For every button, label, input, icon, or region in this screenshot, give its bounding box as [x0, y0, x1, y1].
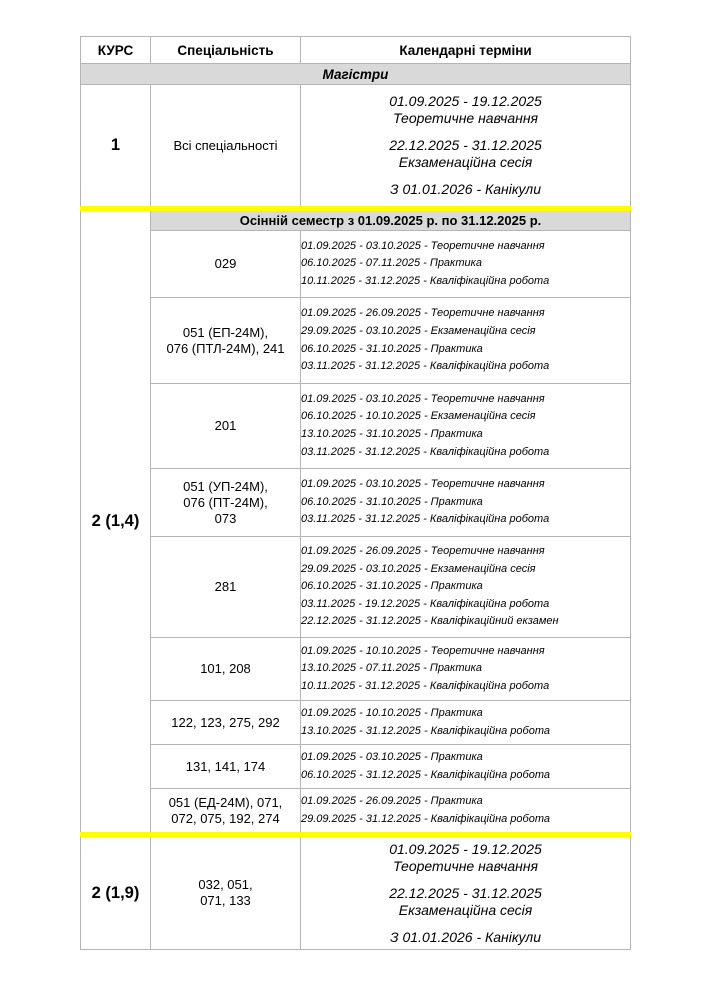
schedule-terms	[301, 469, 631, 537]
specialty-group-row	[81, 789, 631, 835]
specialty-line: 051 (УП-24М),	[183, 478, 268, 494]
schedule-line: 01.09.2025 - 03.10.2025 - Теоретичне навчання	[301, 478, 545, 491]
header-course: КУРС	[81, 37, 151, 64]
term-holidays: З 01.01.2026 - Канікули	[390, 181, 541, 197]
schedule-line: 13.10.2025 - 07.11.2025 - Практика	[301, 662, 482, 675]
schedule-line: 03.11.2025 - 31.12.2025 - Кваліфікаційна робота	[301, 360, 550, 373]
schedule-line: 06.10.2025 - 07.11.2025 - Практика	[301, 257, 482, 270]
term-holidays: З 01.01.2026 - Канікули	[390, 928, 541, 945]
specialty-codes	[151, 231, 301, 298]
schedule-line: 03.11.2025 - 31.12.2025 - Кваліфікаційна робота	[301, 513, 550, 526]
schedule-line: 01.09.2025 - 10.10.2025 - Теоретичне навчання	[301, 644, 545, 657]
specialty-line: 101, 208	[200, 661, 251, 676]
term-activity: Теоретичне навчання	[392, 857, 539, 874]
semester-title: Осінній семестр з 01.09.2025 р. по 31.12.2025 р.	[151, 209, 631, 231]
term-date: 22.12.2025 - 31.12.2025	[389, 137, 542, 153]
specialty-line: 281	[214, 579, 237, 594]
schedule-line: 13.10.2025 - 31.10.2025 - Практика	[301, 428, 483, 440]
schedule-line: 06.10.2025 - 31.10.2025 - Практика	[301, 342, 483, 355]
course-2-19-label: 2 (1,9)	[81, 835, 151, 950]
schedule-terms	[301, 537, 631, 638]
specialty-codes	[151, 384, 301, 469]
schedule-line: 29.09.2025 - 31.12.2025 - Кваліфікаційна робота	[301, 812, 551, 825]
schedule-line: 01.09.2025 - 03.10.2025 - Практика	[301, 750, 483, 763]
schedule-table	[80, 36, 631, 950]
course-1-label: 1	[81, 85, 151, 209]
specialty-codes	[151, 789, 301, 835]
schedule-line: 22.12.2025 - 31.12.2025 - Кваліфікаційний екзамен	[301, 615, 559, 628]
specialty-line: 201	[214, 418, 237, 433]
schedule-line: 01.09.2025 - 26.09.2025 - Теоретичне навчання	[301, 307, 545, 320]
schedule-line: 10.11.2025 - 31.12.2025 - Кваліфікаційна робота	[301, 274, 550, 287]
header-specialty: Спеціальність	[151, 37, 301, 64]
specialty-codes	[151, 701, 301, 745]
specialty-group-row	[81, 701, 631, 745]
specialty-line: 076 (ПТЛ-24М), 241	[166, 340, 285, 356]
specialty-group-row	[81, 537, 631, 638]
specialty-line: 073	[214, 510, 237, 526]
schedule-line: 29.09.2025 - 03.10.2025 - Екзаменаційна сесія	[301, 324, 536, 337]
course-2-19-specialty	[151, 835, 301, 950]
schedule-line: 03.11.2025 - 19.12.2025 - Кваліфікаційна робота	[301, 597, 550, 610]
section-masters: Магістри	[81, 64, 631, 85]
schedule-line: 10.11.2025 - 31.12.2025 - Кваліфікаційна робота	[301, 679, 550, 692]
specialty-line: 051 (ЕП-24М),	[182, 324, 269, 340]
specialty-group-row	[81, 638, 631, 701]
specialty-line: 076 (ПТ-24М),	[183, 494, 268, 510]
schedule-line: 06.10.2025 - 10.10.2025 - Екзаменаційна сесія	[301, 410, 536, 423]
term-activity: Екзаменаційна сесія	[398, 154, 533, 170]
course-1-specialty: Всі спеціальності	[151, 85, 301, 209]
schedule-line: 06.10.2025 - 31.12.2025 - Кваліфікаційна робота	[301, 768, 551, 781]
specialty-group-row	[81, 469, 631, 537]
schedule-terms	[301, 384, 631, 469]
specialty-group-row	[81, 231, 631, 298]
schedule-line: 01.09.2025 - 26.09.2025 - Практика	[301, 794, 483, 807]
course-2-19-row	[81, 835, 631, 950]
schedule-line: 06.10.2025 - 31.10.2025 - Практика	[301, 495, 483, 508]
schedule-terms	[301, 789, 631, 835]
schedule-line: 13.10.2025 - 31.12.2025 - Кваліфікаційна робота	[301, 724, 551, 737]
schedule-terms	[301, 638, 631, 701]
schedule-terms	[301, 745, 631, 789]
schedule-line: 01.09.2025 - 10.10.2025 - Практика	[301, 706, 483, 719]
schedule-line: 06.10.2025 - 31.10.2025 - Практика	[301, 580, 483, 593]
specialty-codes	[151, 537, 301, 638]
term-date: 22.12.2025 - 31.12.2025	[389, 884, 542, 901]
specialty-line: 051 (ЕД-24М), 071,	[168, 794, 283, 810]
schedule-line: 01.09.2025 - 03.10.2025 - Теоретичне навчання	[301, 392, 545, 405]
specialty-group-row	[81, 298, 631, 384]
header-terms: Календарні терміни	[301, 37, 631, 64]
schedule-terms	[301, 298, 631, 384]
course-2-19-terms	[301, 835, 631, 950]
term-date: 01.09.2025 - 19.12.2025	[389, 840, 542, 857]
course-1-terms	[301, 85, 631, 209]
specialty-line: 122, 123, 275, 292	[171, 714, 280, 730]
term-activity: Теоретичне навчання	[392, 110, 539, 126]
specialty-line: 032, 051,	[198, 877, 253, 892]
specialty-codes	[151, 638, 301, 701]
course-2-14-label: 2 (1,4)	[81, 209, 151, 835]
term-activity: Екзаменаційна сесія	[398, 901, 533, 918]
specialty-line: 131, 141, 174	[185, 758, 266, 774]
schedule-line: 03.11.2025 - 31.12.2025 - Кваліфікаційна робота	[301, 445, 550, 458]
header-row	[81, 37, 631, 64]
schedule-line: 01.09.2025 - 26.09.2025 - Теоретичне навчання	[301, 545, 545, 558]
schedule-terms	[301, 231, 631, 298]
specialty-codes	[151, 745, 301, 789]
specialty-codes	[151, 469, 301, 537]
specialty-group-row	[81, 384, 631, 469]
course-2-14-semester-row	[81, 209, 631, 231]
schedule-terms	[301, 701, 631, 745]
specialty-line: 029	[214, 256, 237, 271]
course-1-row	[81, 85, 631, 209]
schedule-line: 29.09.2025 - 03.10.2025 - Екзаменаційна сесія	[301, 562, 536, 575]
schedule-line: 01.09.2025 - 03.10.2025 - Теоретичне навчання	[301, 239, 545, 252]
term-date: 01.09.2025 - 19.12.2025	[389, 93, 542, 109]
specialty-line: 072, 075, 192, 274	[171, 810, 280, 826]
specialty-codes	[151, 298, 301, 384]
section-row	[81, 64, 631, 85]
specialty-line: 071, 133	[200, 893, 251, 908]
specialty-group-row	[81, 745, 631, 789]
